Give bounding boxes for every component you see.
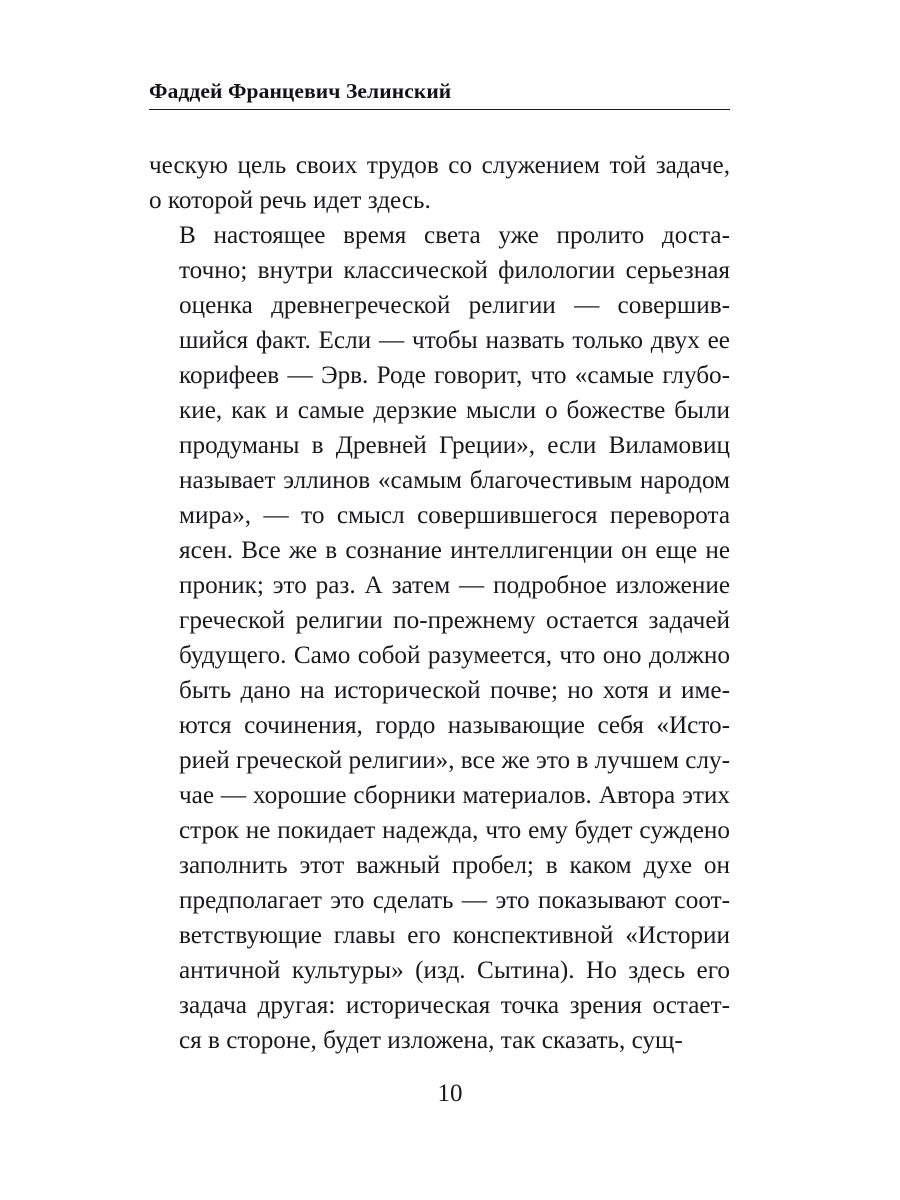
- text-line: точно; внутри классической филологии серьезная: [179, 257, 730, 284]
- text-line: кие, как и самые дерзкие мысли о божестве были: [179, 397, 730, 424]
- text-line: В настоящее время света уже пролито доста-: [179, 222, 730, 249]
- text-line: ются сочинения, гордо называющие себя «Исто-: [179, 712, 730, 739]
- text-line: греческой религии по-прежнему остается задачей: [179, 607, 730, 634]
- text-line: корифеев — Эрв. Роде говорит, что «самые глубо-: [179, 362, 730, 389]
- text-line: рией греческой религии», все же это в лучшем слу-: [179, 747, 730, 774]
- text-line: ясен. Все же в сознание интеллигенции он еще не: [179, 537, 730, 564]
- text-line: античной культуры» (изд. Сытина). Но здесь его: [179, 957, 730, 984]
- page-number: 10: [437, 1080, 463, 1107]
- text-line: шийся факт. Если — чтобы назвать только двух ее: [179, 327, 730, 354]
- running-head-rule: [149, 109, 730, 111]
- paragraph-body: [149, 218, 730, 1058]
- text-line: предполагает это сделать — это показывают соот-: [179, 887, 730, 914]
- paragraph-continued: [149, 148, 730, 218]
- text-line: оценка древнегреческой религии — совершив-: [179, 292, 730, 319]
- text-line: ся в стороне, будет изложена, так сказать, сущ-: [179, 1027, 683, 1054]
- running-head: [149, 78, 730, 110]
- body-text-block: [149, 148, 730, 1058]
- text-line: ческую цель своих трудов со служением той задаче,: [149, 152, 730, 179]
- text-line: будущего. Само собой разумеется, что оно должно: [179, 642, 730, 669]
- text-line: заполнить этот важный пробел; в каком духе он: [179, 852, 730, 879]
- text-line: чае — хорошие сборники материалов. Автора этих: [179, 782, 730, 809]
- running-head-title: Фаддей Францевич Зелинский: [149, 79, 452, 103]
- text-line: мира», — то смысл совершившегося переворота: [179, 502, 730, 529]
- text-line: быть дано на исторической почве; но хотя и име-: [179, 677, 730, 704]
- text-line: продуманы в Древней Греции», если Виламовиц: [179, 432, 730, 459]
- text-line: о которой речь идет здесь.: [149, 187, 431, 214]
- text-line: называет эллинов «самым благочестивым народом: [179, 467, 730, 494]
- text-line: ветствующие главы его конспективной «Истории: [179, 922, 730, 949]
- text-line: задача другая: историческая точка зрения остает-: [179, 992, 730, 1019]
- text-line: строк не покидает надежда, что ему будет суждено: [179, 817, 730, 844]
- text-line: проник; это раз. А затем — подробное изложение: [179, 572, 730, 599]
